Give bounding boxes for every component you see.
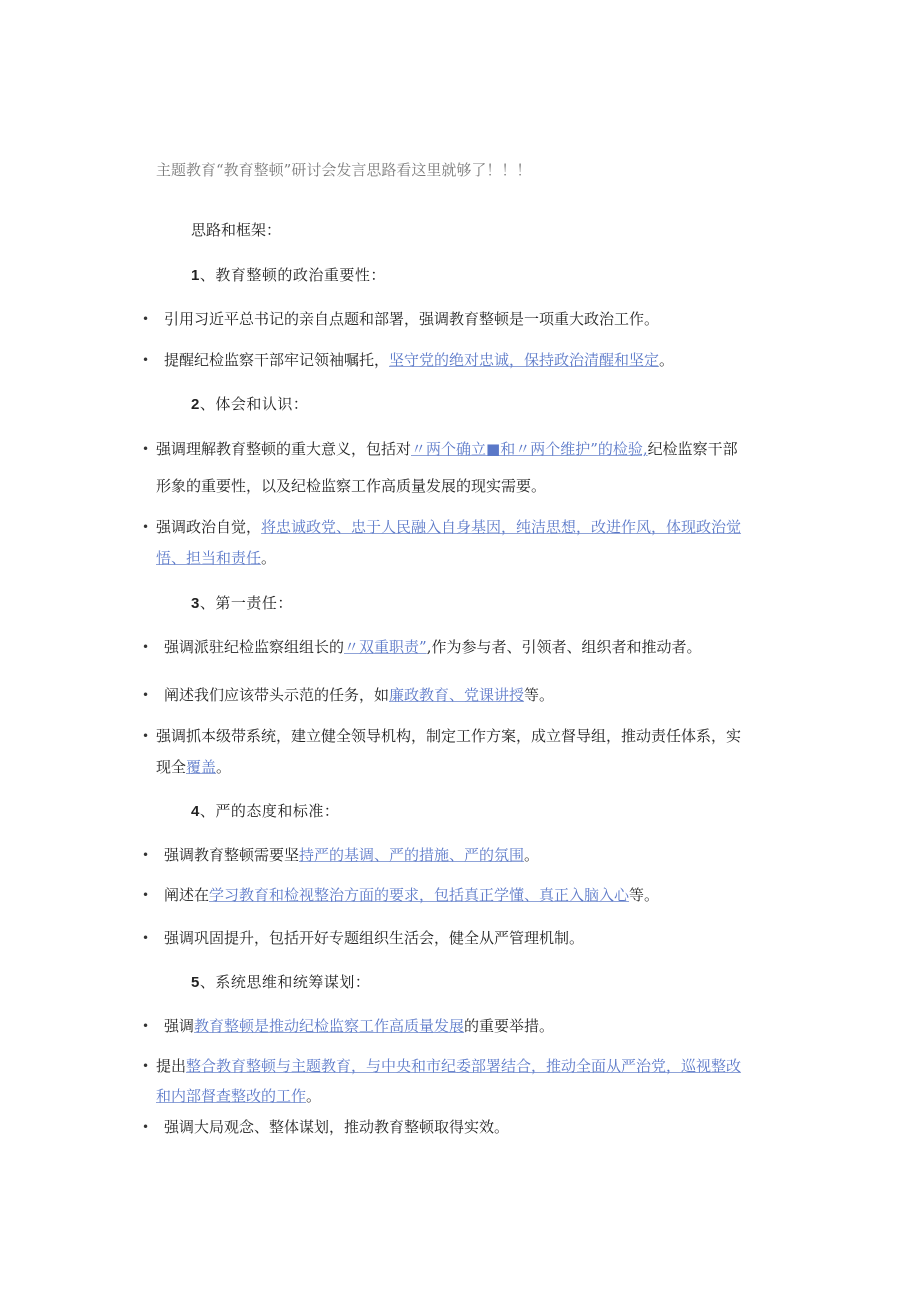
inline-link[interactable]: 持严的基调、严的措施、严的氛围 (299, 846, 525, 864)
bullet-icon: • (142, 688, 150, 702)
section-heading-1: 1、教育整顿的政治重要性： (191, 266, 386, 284)
inline-link[interactable]: 整合教育整顿与主题教育，与中央和市纪委部署结合，推动全面从严治党，巡视整改 (186, 1057, 742, 1075)
inline-link[interactable]: 学习教育和检视整治方面的要求，包括真正学懂、真正入脑入心 (209, 886, 630, 904)
bullet-icon: • (142, 729, 150, 743)
list-item: 阐述我们应该带头示范的任务，如廉政教育、党课讲授等。 (164, 686, 555, 704)
bullet-icon: • (142, 888, 150, 902)
list-item: 强调大局观念、整体谋划，推动教育整顿取得实效。 (164, 1118, 510, 1136)
bullet-icon: • (142, 442, 150, 456)
bullet-icon: • (142, 353, 150, 367)
list-item-continuation: 悟、担当和责任。 (156, 549, 277, 567)
inline-link[interactable]: 覆盖 (186, 758, 217, 776)
list-item: 提醒纪检监察干部牢记领袖嘱托，坚守党的绝对忠诚，保持政治清醒和坚定。 (164, 351, 675, 369)
list-item: 强调派驻纪检监察组组长的〃双重职责”,作为参与者、引领者、组织者和推动者。 (164, 638, 702, 656)
inline-link[interactable]: 教育整顿是推动纪检监察工作高质量发展 (194, 1017, 465, 1035)
list-item-continuation: 形象的重要性，以及纪检监察工作高质量发展的现实需要。 (156, 477, 547, 495)
list-item: 提出整合教育整顿与主题教育，与中央和市纪委部署结合，推动全面从严治党，巡视整改 (156, 1057, 742, 1075)
bullet-icon: • (142, 1120, 150, 1134)
bullet-icon: • (142, 640, 150, 654)
section-heading-3: 3、第一责任： (191, 594, 293, 612)
section-heading-2: 2、体会和认识： (191, 395, 309, 413)
list-item-continuation: 和内部督查整改的工作。 (156, 1087, 322, 1105)
list-item: 强调教育整顿需要坚持严的基调、严的措施、严的氛围。 (164, 846, 540, 864)
bullet-icon: • (142, 1059, 150, 1073)
inline-link[interactable]: 坚守党的绝对忠诚，保持政治清醒和坚定 (389, 351, 660, 369)
bullet-icon: • (142, 520, 150, 534)
bullet-icon: • (142, 931, 150, 945)
bullet-icon: • (142, 848, 150, 862)
list-item-continuation: 现全覆盖。 (156, 758, 232, 776)
document-title: 主题教育“教育整顿”研讨会发言思路看这里就够了！！！ (156, 161, 532, 179)
inline-link[interactable]: 廉政教育、党课讲授 (389, 686, 525, 704)
list-item: 强调教育整顿是推动纪检监察工作高质量发展的重要举措。 (164, 1017, 555, 1035)
list-item: 强调理解教育整顿的重大意义，包括对〃两个确立■和〃两个维护”的检验,纪检监察干部 (156, 440, 738, 458)
section-heading-4: 4、严的态度和标准： (191, 802, 340, 820)
list-item: 引用习近平总书记的亲自点题和部署，强调教育整顿是一项重大政治工作。 (164, 310, 660, 328)
bullet-icon: • (142, 1019, 150, 1033)
section-heading-5: 5、系统思维和统筹谋划： (191, 973, 371, 991)
list-item: 强调政治自觉，将忠诚政党、忠于人民融入自身基因，纯洁思想，改进作风，体现政治觉 (156, 518, 742, 536)
list-item: 强调抓本级带系统，建立健全领导机构，制定工作方案，成立督导组，推动责任体系，实 (156, 727, 742, 745)
bullet-icon: • (142, 312, 150, 326)
list-item: 阐述在学习教育和检视整治方面的要求，包括真正学懂、真正入脑入心等。 (164, 886, 660, 904)
framework-label: 思路和框架： (191, 221, 282, 239)
list-item: 强调巩固提升，包括开好专题组织生活会，健全从严管理机制。 (164, 929, 585, 947)
inline-link[interactable]: 和内部督查整改的工作 (156, 1087, 307, 1105)
inline-link[interactable]: 悟、担当和责任 (156, 549, 262, 567)
inline-link[interactable]: 将忠诚政党、忠于人民融入自身基因，纯洁思想，改进作风，体现政治觉 (261, 518, 742, 536)
inline-link[interactable]: 〃两个确立■和〃两个维护”的检验, (411, 440, 648, 458)
inline-link[interactable]: 〃双重职责” (344, 638, 427, 656)
